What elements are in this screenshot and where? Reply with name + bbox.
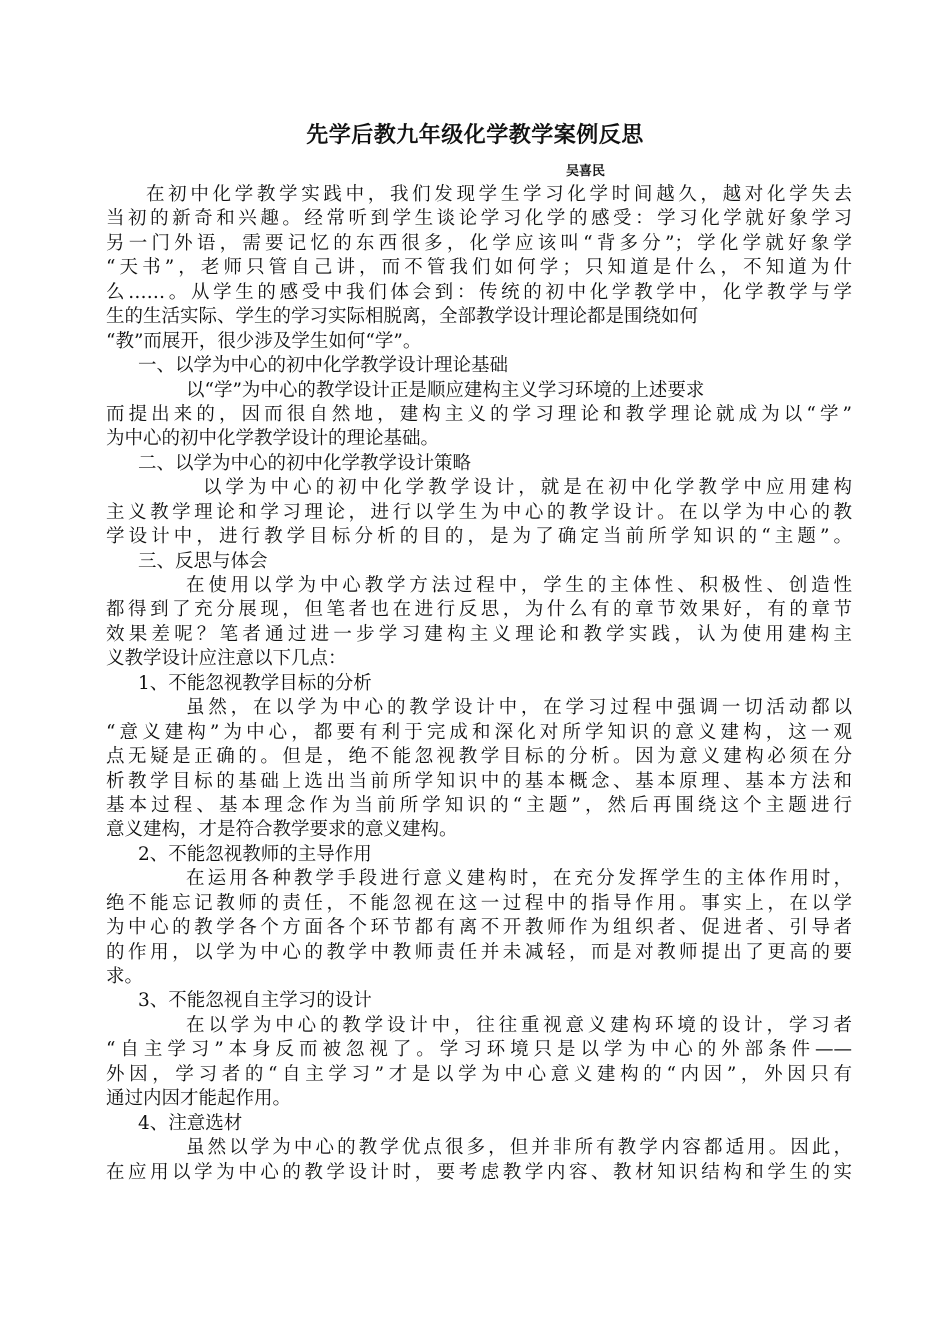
subsection-heading: 3、不能忽视自主学习的设计	[138, 990, 372, 1012]
text-line: 基本过程、基本理念作为当前所学知识的“主题”，然后再围绕这个主题进行	[106, 794, 852, 816]
text-line: 的作用，以学为中心的教学中教师责任并未减轻，而是对教师提出了更高的要	[106, 941, 852, 963]
text-line: 虽然，在以学为中心的教学设计中，在学习过程中强调一切活动都以	[186, 697, 852, 719]
text-line: 主义教学理论和学习理论，进行以学生为中心的教学设计。在以学为中心的教	[106, 501, 852, 523]
text-line: 在以学为中心的教学设计中，往往重视意义建构环境的设计，学习者	[186, 1014, 852, 1036]
subsection-heading: 1、不能忽视教学目标的分析	[138, 672, 372, 694]
text-line: 点无疑是正确的。但是，绝不能忽视教学目标的分析。因为意义建构必须在分	[106, 746, 852, 768]
text-line: 为中心的初中化学教学设计的理论基础。	[106, 428, 440, 450]
text-line: 生的生活实际、学生的学习实际相脱离，全部教学设计理论都是围绕如何	[106, 306, 699, 328]
text-line: “天书”，老师只管自己讲，而不管我们如何学；只知道是什么，不知道为什	[106, 257, 852, 279]
text-line: 么……。从学生的感受中我们体会到：传统的初中化学教学中，化学教学与学	[106, 281, 852, 303]
text-line: 通过内因才能起作用。	[106, 1088, 292, 1110]
text-line: “教”而展开，很少涉及学生如何“学”。	[106, 330, 422, 352]
document-body	[106, 183, 852, 1185]
author-name: 吴喜民	[566, 164, 606, 179]
text-line: 义教学设计应注意以下几点：	[106, 648, 347, 670]
text-line: 意义建构，才是符合教学要求的意义建构。	[106, 819, 458, 841]
text-line: 另一门外语，需要记忆的东西很多，化学应该叫“背多分”；学化学就好象学	[106, 232, 852, 254]
text-line: 在应用以学为中心的教学设计时，要考虑教学内容、教材知识结构和学生的实	[106, 1161, 852, 1183]
text-line: 在运用各种教学手段进行意义建构时，在充分发挥学生的主体作用时，	[186, 868, 852, 890]
text-line: 求。	[106, 966, 144, 987]
text-line: “自主学习”本身反而被忽视了。学习环境只是以学为中心的外部条件——	[106, 1039, 852, 1061]
section-heading: 一、以学为中心的初中化学教学设计理论基础	[138, 355, 509, 377]
text-line: 析教学目标的基础上选出当前所学知识中的基本概念、基本原理、基本方法和	[106, 770, 852, 792]
text-line: 绝不能忘记教师的责任，不能忽视在这一过程中的指导作用。事实上，在以学	[106, 892, 852, 914]
section-heading: 三、反思与体会	[138, 550, 268, 572]
section-heading: 二、以学为中心的初中化学教学设计策略	[138, 452, 472, 474]
text-line: 学设计中，进行教学目标分析的目的，是为了确定当前所学知识的“主题”。	[106, 526, 852, 548]
text-line: “意义建构”为中心，都要有利于完成和深化对所学知识的意义建构，这一观	[106, 721, 852, 743]
text-line: 都得到了充分展现，但笔者也在进行反思，为什么有的章节效果好，有的章节	[106, 599, 852, 621]
text-line: 以学为中心的初中化学教学设计，就是在初中化学教学中应用建构	[203, 477, 852, 499]
text-line: 以“学”为中心的教学设计正是顺应建构主义学习环境的上述要求	[186, 379, 705, 401]
text-line: 在使用以学为中心教学方法过程中，学生的主体性、积极性、创造性	[186, 575, 852, 596]
document-title: 先学后教九年级化学教学案例反思	[306, 123, 644, 148]
text-line: 为中心的教学各个方面各个环节都有离不开教师作为组织者、促进者、引导者	[106, 917, 852, 939]
text-line: 虽然以学为中心的教学优点很多，但并非所有教学内容都适用。因此，	[186, 1137, 852, 1159]
subsection-heading: 4、注意选材	[138, 1112, 243, 1134]
subsection-heading: 2、不能忽视教师的主导作用	[138, 843, 372, 865]
text-line: 而提出来的，因而很自然地，建构主义的学习理论和教学理论就成为以“学”	[106, 403, 852, 425]
text-line: 效果差呢？笔者通过进一步学习建构主义理论和教学实践，认为使用建构主	[106, 623, 852, 645]
text-line: 外因，学习者的“自主学习”才是以学为中心意义建构的“内因”，外因只有	[106, 1063, 852, 1085]
text-line: 当初的新奇和兴趣。经常听到学生谈论学习化学的感受：学习化学就好象学习	[106, 208, 852, 230]
text-line: 在初中化学教学实践中，我们发现学生学习化学时间越久，越对化学失去	[146, 184, 852, 205]
